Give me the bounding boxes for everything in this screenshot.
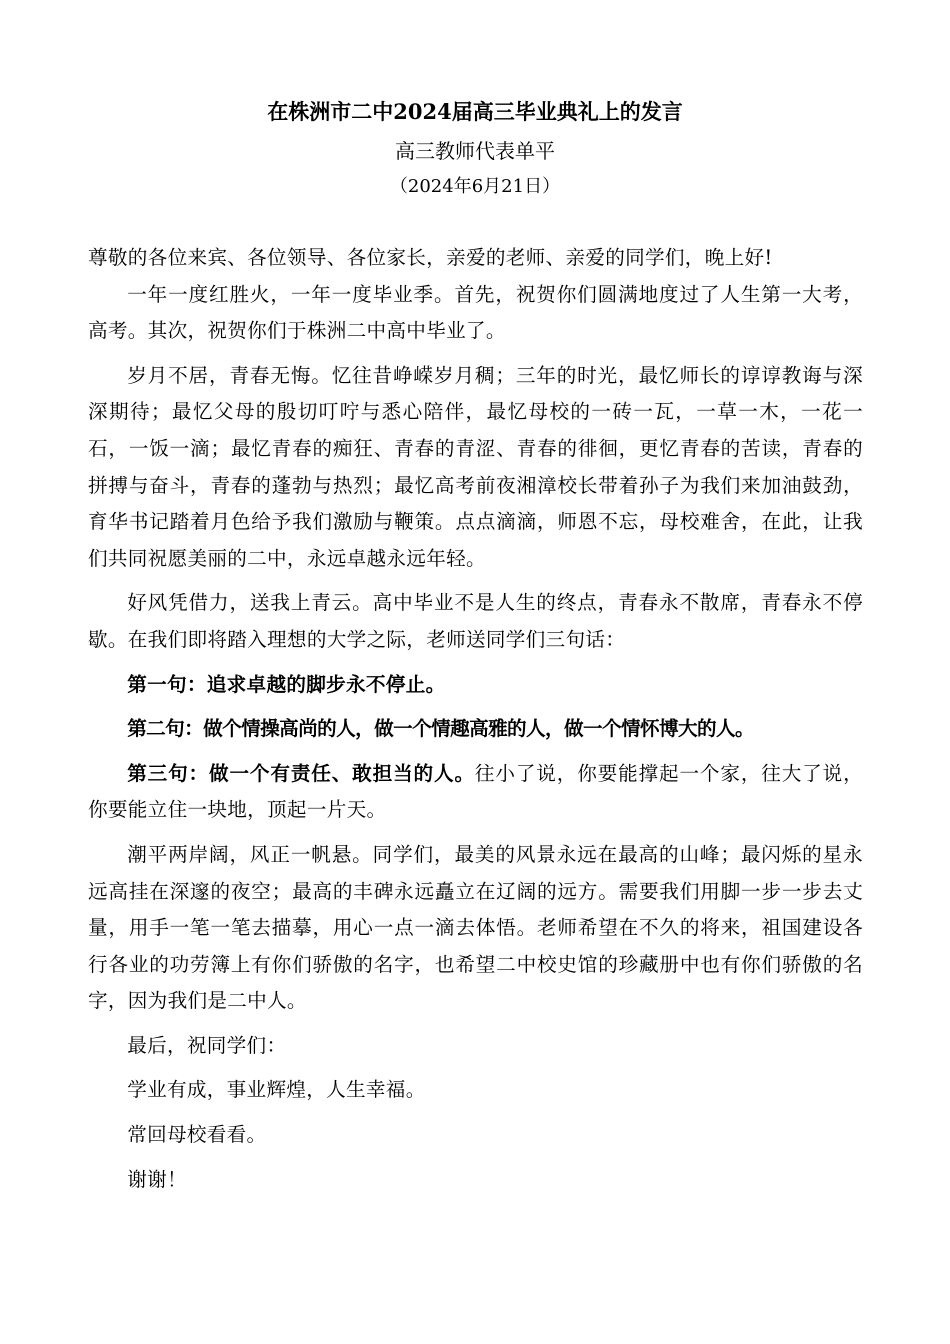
sentence-three-rest: 往小了说，你要能撑起一个家，往大了说，你要能立住一块地，顶起一片天。 [88,761,863,822]
sentence-two: 第二句：做个情操高尚的人，做一个情趣高雅的人，做一个情怀博大的人。 [127,717,754,741]
salutation: 尊敬的各位来宾、各位领导、各位家长，亲爱的老师、亲爱的同学们，晚上好! [88,246,773,269]
closing-line-3: 常回母校看看。 [127,1123,267,1147]
paragraph-wishes: 潮平两岸阔，风正一帆悬。同学们，最美的风景永远在最高的山峰；最闪烁的星永远高挂在深邃的夜空；最高的丰碑永远矗立在辽阔的远方。需要我们用脚一步一步去丈量，用手一笔一笔去描摹，用心一点一滴去体悟。老师希望在不久的将来，祖国建设各行各业的功劳簿上有你们骄傲的名字，也希望二中校史馆的珍藏册中也有你们骄傲的名字，因为我们是二中人。 [88,842,863,1013]
document-body [88,240,863,1198]
document-date: （2024年6月21日） [389,176,561,197]
paragraph-congratulations: 一年一度红胜火，一年一度毕业季。首先，祝贺你们圆满地度过了人生第一大考，高考。其次，祝贺你们于株洲二中高中毕业了。 [88,282,863,343]
sentence-one: 第一句：追求卓越的脚步永不停止。 [127,672,446,696]
sentence-three-bold: 第三句：做一个有责任、敢担当的人。 [127,761,475,785]
closing-line-4: 谢谢！ [127,1167,187,1191]
paragraph-three-sentences-intro: 好风凭借力，送我上青云。高中毕业不是人生的终点，青春永不散席，青春永不停歇。在我们即将踏入理想的大学之际，老师送同学们三句话： [88,591,863,651]
closing-line-2: 学业有成，事业辉煌，人生幸福。 [127,1078,426,1102]
document-author: 高三教师代表单平 [395,139,555,163]
sentence-three [88,756,863,829]
document-title: 在株洲市二中2024届高三毕业典礼上的发言 [267,99,683,124]
paragraph-memories: 岁月不居，青春无悔。忆往昔峥嵘岁月稠；三年的时光，最忆师长的谆谆教诲与深深期待；最忆父母的殷切叮咛与悉心陪伴，最忆母校的一砖一瓦，一草一木，一花一石，一饭一滴；最忆青春的痴狂、青春的青涩、青春的徘徊，更忆青春的苦读，青春的拼搏与奋斗，青春的蓬勃与热烈；最忆高考前夜湘漳校长带着孙子为我们来加油鼓劲，育华书记踏着月色给予我们激励与鞭策。点点滴滴，师恩不忘，母校难舍，在此，让我们共同祝愿美丽的二中，永远卓越永远年轻。 [88,363,863,570]
closing-line-1: 最后，祝同学们： [127,1033,287,1057]
